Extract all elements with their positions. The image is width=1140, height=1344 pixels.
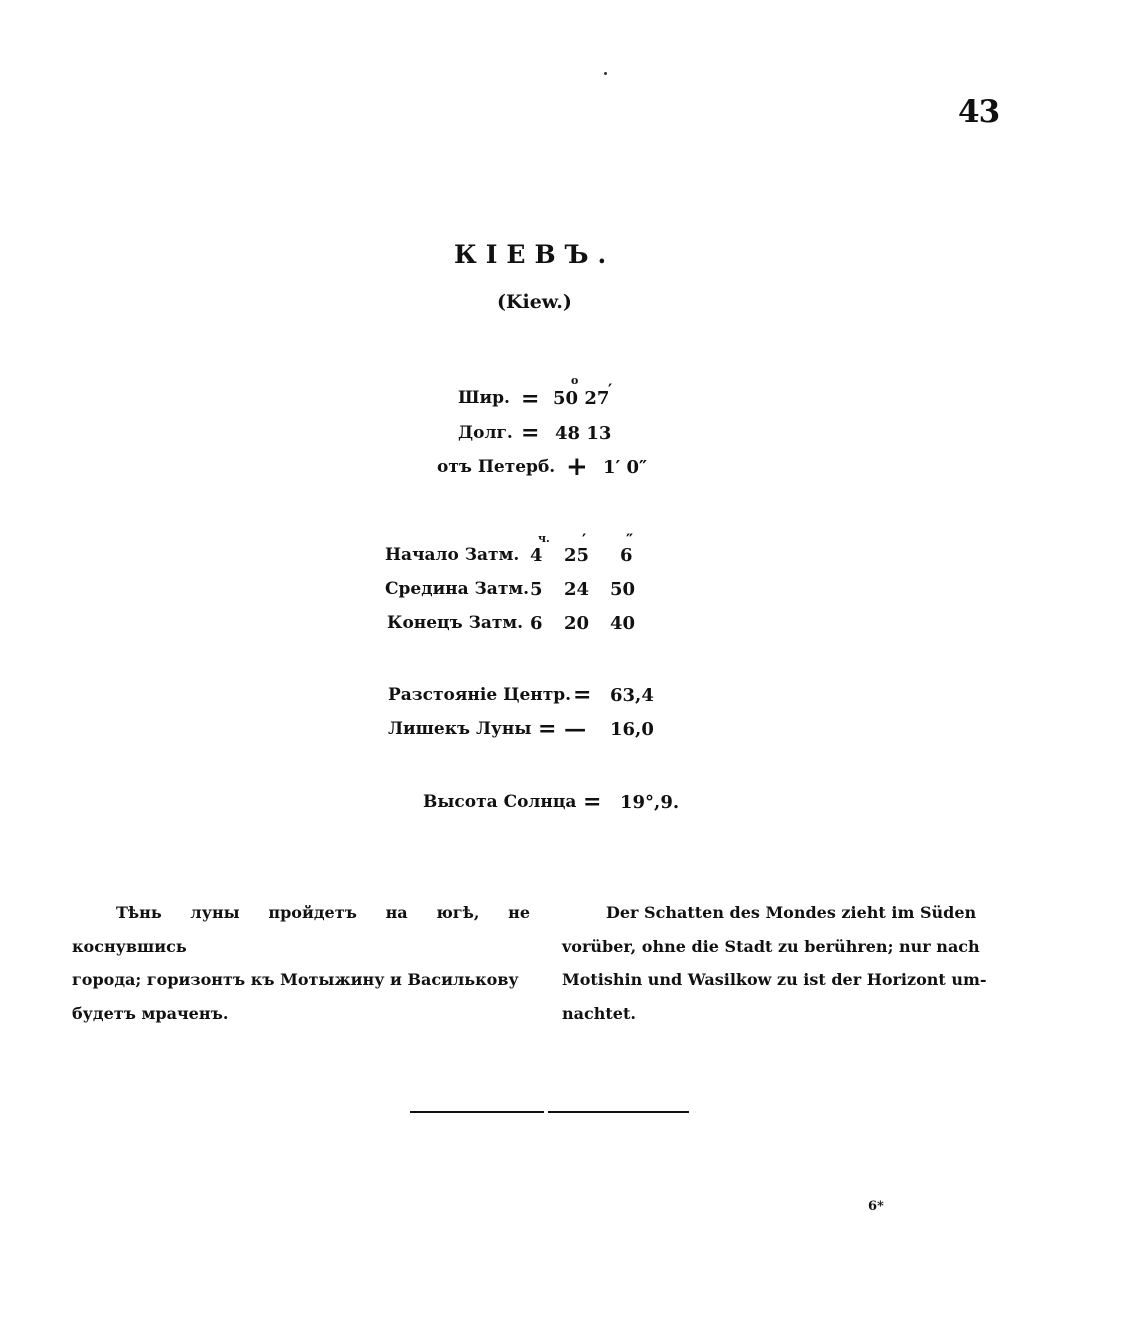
latitude-value: 50 27 — [553, 388, 610, 409]
eclipse-start-label: Начало Затм. — [385, 545, 520, 565]
moon-excess-eq: = — — [538, 716, 587, 742]
eclipse-start-hours: 4 — [530, 545, 543, 566]
russian-line: Тѣнь луны пройдетъ на югѣ, не коснувшись — [72, 903, 530, 956]
german-line: Motishin und Wasilkow zu ist der Horizont um- — [562, 970, 987, 989]
sun-height-value: 19°,9. — [620, 792, 680, 813]
german-line: vorüber, ohne die Stadt zu berühren; nur nach — [562, 936, 980, 956]
moon-excess-value: 16,0 — [610, 719, 654, 740]
eclipse-middle-hours: 5 — [530, 579, 543, 600]
german-line: nachtet. — [562, 1003, 636, 1023]
russian-line: будетъ мраченъ. — [72, 1003, 229, 1023]
hours-mark: ч. — [538, 532, 550, 545]
petersburg-label: отъ Петерб. — [437, 457, 556, 477]
center-distance-label: Разстояніе Центр. — [388, 685, 572, 705]
latitude-minute-mark: ′ — [608, 380, 613, 399]
latitude-degree-mark: o — [571, 374, 579, 387]
minutes-mark: ′ — [582, 530, 587, 549]
center-distance-value: 63,4 — [610, 685, 654, 706]
speck-top — [604, 72, 607, 75]
eclipse-start-minutes: 25 — [564, 545, 590, 566]
sun-height-label: Высота Солнца — [423, 792, 577, 812]
center-distance-eq: = — [573, 682, 592, 708]
eclipse-middle-label: Средина Затм. — [385, 579, 530, 599]
eclipse-end-minutes: 20 — [564, 613, 590, 634]
eclipse-end-hours: 6 — [530, 613, 543, 634]
signature-mark: 6* — [868, 1199, 884, 1214]
section-divider-right — [548, 1111, 689, 1113]
section-divider-left — [410, 1111, 544, 1113]
sun-height-eq: = — [583, 789, 602, 815]
russian-line: города; горизонтъ къ Мотыжину и Василькову — [72, 970, 519, 989]
german-paragraph — [562, 896, 1020, 1030]
eclipse-end-seconds: 40 — [610, 613, 636, 634]
seconds-mark: ″ — [626, 530, 634, 549]
longitude-label: Долг. — [458, 423, 513, 443]
eclipse-end-label: Конецъ Затм. — [387, 613, 524, 633]
eclipse-middle-seconds: 50 — [610, 579, 636, 600]
petersburg-value: 1′ 0″ — [603, 457, 648, 478]
eclipse-start-seconds: 6 — [620, 545, 633, 566]
page-title: КІЕВЪ. — [454, 240, 616, 269]
latitude-eq: = — [521, 386, 540, 412]
longitude-eq: = — [521, 420, 540, 446]
eclipse-middle-minutes: 24 — [564, 579, 590, 600]
page-subtitle: (Kiew.) — [497, 291, 572, 313]
russian-paragraph — [72, 896, 530, 1030]
longitude-value: 48 13 — [555, 423, 612, 444]
latitude-label: Шир. — [458, 388, 510, 408]
german-line: Der Schatten des Mondes zieht im Süden — [606, 903, 977, 922]
petersburg-sign: + — [566, 452, 588, 482]
moon-excess-label: Лишекъ Луны — [388, 719, 532, 739]
page-number: 43 — [958, 94, 1000, 130]
